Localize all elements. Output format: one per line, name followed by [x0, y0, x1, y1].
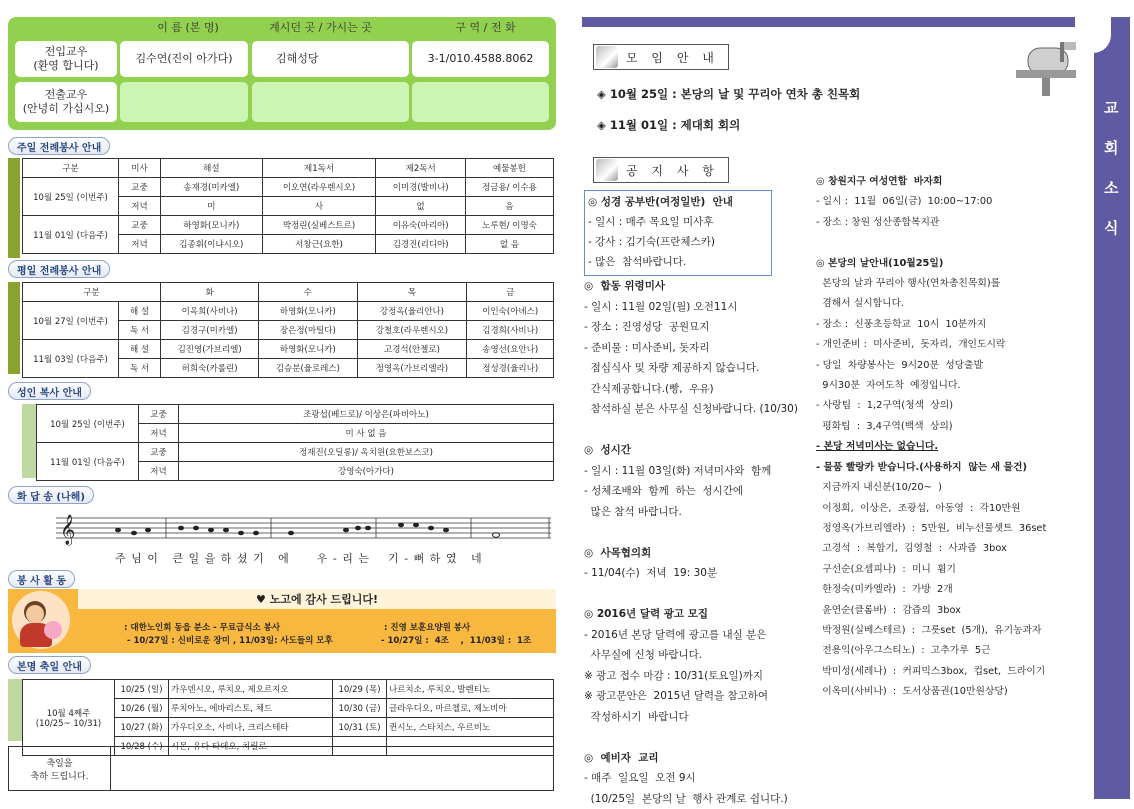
notice-line: 구선순(요셉피나) : 미니 휨기 [816, 560, 1046, 580]
table-cell: 김경구(미카엘) [161, 321, 259, 340]
table-cell: 이미경(발비나) [376, 178, 466, 197]
notice-line: ※ 광고 접수 마감 : 10/31(토요일)까지 [584, 666, 798, 687]
notice-line: 전용익(아우그스티노) : 고추가루 5근 [816, 641, 1046, 661]
table-cell: 정영옥(가브리엘라) [357, 359, 467, 378]
section-bar [8, 282, 20, 374]
date-cell: 10/27 (화) [115, 718, 169, 737]
table-cell: 하영화(모니카) [259, 340, 357, 359]
move-in-place: 김해성당 [252, 41, 409, 77]
mailbox-icon [1008, 40, 1090, 98]
notice-line: - 일시 : 11월 02일(월) 오전11시 [584, 297, 798, 318]
notice-column-1 [584, 276, 798, 809]
notice-column-2 [816, 172, 1046, 703]
table-cell: 퀸시노, 스타치스, 우르비노 [387, 718, 554, 737]
notice-line: 박미성(세레나) : 커피믹스3box, 컵set, 드라이기 [816, 662, 1046, 682]
table-cell: 사 [262, 197, 376, 216]
sunday-section-title: 주일 전례봉사 안내 [8, 137, 110, 155]
notice-line: 많은 참석 바랍니다. [584, 502, 798, 523]
notice-line: - 일시 : 11월 03일(화) 저녁미사와 함께 [584, 461, 798, 482]
col-header: 구분 [23, 159, 119, 178]
table-cell: 조광섭(베드로)/ 이상은(파비아노) [179, 405, 554, 424]
notice-line [816, 233, 1046, 253]
section-bar [8, 158, 20, 258]
table-cell: 박정린(실베스트르) [262, 216, 376, 235]
role-cell: 해 설 [119, 302, 161, 321]
notice-line: 정영옥(가브리엘라) : 5만원, 비누선물셋트 36set [816, 519, 1046, 539]
notice-line: (10/25일 본당의 날 행사 관계로 쉽니다.) [584, 789, 798, 809]
notice-line: ◎ 창원지구 여성연합 바자회 [816, 172, 1046, 192]
notice-line: 참석하실 분은 사무실 신청바랍니다. (10/30) [584, 399, 798, 420]
table-cell: 강철호(라우렌시오) [357, 321, 467, 340]
weekday-table [22, 282, 554, 378]
notice-line: 점심식사 및 차량 제공하지 않습니다. [584, 358, 798, 379]
congrats-cell: 축일을 축하 드립니다. [9, 747, 111, 791]
notice-line: ◎ 2016년 달력 광고 모집 [584, 604, 798, 625]
notice-line: - 준비물 : 미사준비, 돗자리 [584, 338, 798, 359]
mass-cell: 교중 [139, 443, 179, 462]
table-cell: 가우디오소, 사비나, 크리스테타 [169, 718, 333, 737]
role-cell: 해 설 [119, 340, 161, 359]
col-header: 화 [161, 283, 259, 302]
side-bar [1094, 17, 1130, 799]
notice-line: - 매주 일요일 오전 9시 [584, 768, 798, 789]
adult-server-table [36, 404, 554, 481]
feast-day-title: 본명 축일 안내 [8, 656, 91, 674]
mass-cell: 저녁 [139, 424, 179, 443]
thanks-banner: ♥ 노고에 감사 드립니다! [78, 589, 556, 609]
date-cell: 10/31 (토) [333, 718, 387, 737]
notice-line: - 물품 빨랑카 받습니다.(사용하지 않는 새 물건) [816, 458, 1046, 478]
notice-line: - 장소 : 신풍초등학교 10시 10분까지 [816, 315, 1046, 335]
week-cell: 10월 4째주 (10/25~ 10/31) [23, 680, 115, 756]
mass-cell: 저녁 [139, 462, 179, 481]
table-cell: 없 [376, 197, 466, 216]
date-cell: 10/26 (월) [115, 699, 169, 718]
notice-line: ◎ 예비자 교리 [584, 748, 798, 769]
table-cell: 이유숙(마리아) [376, 216, 466, 235]
role-cell: 독 서 [119, 321, 161, 340]
notice-line [584, 727, 798, 748]
volunteer-line-2a: - 10/27일 : 신비로운 장미 , 11/03일: 사도들의 모후 [124, 634, 333, 646]
notice-line: - 성체조배와 함께 하는 성시간에 [584, 481, 798, 502]
date-cell: 10월 25일 (이번주) [37, 405, 139, 443]
notice-line [584, 522, 798, 543]
notice-line: ◎ 사목협의회 [584, 543, 798, 564]
table-cell: 나르치소, 루치오, 발렌티노 [387, 680, 554, 699]
date-cell: 10월 25일 (이번주) [23, 178, 119, 216]
notice-line: 작성하시기 바랍니다 [584, 707, 798, 728]
notice-line: - 일시 : 11월 06일(금) 10:00~17:00 [816, 192, 1046, 212]
table-cell: 가우덴시오, 루치오, 제오르지오 [169, 680, 333, 699]
meeting-title [593, 44, 729, 70]
music-staff [56, 510, 556, 546]
section-bar [22, 404, 36, 478]
col-header: 제1독서 [262, 159, 376, 178]
table-cell: 미 사 없 음 [179, 424, 554, 443]
role-cell: 독 서 [119, 359, 161, 378]
hymn-lyrics: 주 님 이 큰 일 을 하 셨 기 에 우 - 리 는 기 - 뻐 하 였 네 [115, 550, 483, 566]
volunteer-line-1b: : 진영 보훈요양원 봉사 [384, 621, 470, 633]
side-char: 회 [1104, 137, 1119, 158]
table-cell: 김진영(가브리엘) [161, 340, 259, 359]
notice-line: - 일시 : 매주 목요일 미사후 [588, 212, 733, 232]
mass-cell: 저녁 [119, 235, 161, 254]
svg-text:𝄞: 𝄞 [60, 514, 75, 546]
notice-line: 이정희, 이상은, 조광섭, 아동영 : 각10만원 [816, 499, 1046, 519]
notice-line: ◎ 본당의 날안내(10월25일) [816, 254, 1046, 274]
notice-icon [596, 159, 618, 181]
notice-line: 한정숙(미카엘라) : 가방 2개 [816, 580, 1046, 600]
weekday-section-title: 평일 전례봉사 안내 [8, 260, 110, 278]
volunteer-line-2b: - 10/27일 : 4조 , 11/03일 : 1조 [378, 634, 531, 646]
col-header: 미사 [119, 159, 161, 178]
table-cell: 없 음 [465, 235, 553, 254]
notice-line: 박정원(실베스테르) : 그릇set (5개), 유기농과자 [816, 621, 1046, 641]
date-cell: 11월 01일 (다음주) [23, 216, 119, 254]
congrats-table [8, 746, 554, 791]
volunteer-line-1a: : 대한노인회 동읍 분소 - 무료급식소 봉사 [124, 621, 280, 633]
table-cell: 정성경(율리나) [467, 359, 554, 378]
table-cell: 김경진(리디아) [376, 235, 466, 254]
table-cell: 강정옥(율리안나) [357, 302, 467, 321]
table-cell: 노루현/ 이명숙 [465, 216, 553, 235]
section-bar [8, 679, 22, 741]
move-out-place [252, 82, 409, 122]
notice-line: 평화팀 : 3,4구역(백색 상의) [816, 417, 1046, 437]
notice-line: 고경석 : 복합기, 김영철 : 사과즙 3box [816, 539, 1046, 559]
empty-cell [111, 747, 554, 791]
notice-line: - 많은 참석바랍니다. [588, 252, 733, 272]
reg-header-name: 이 름 (본 명) [128, 19, 248, 35]
notice-line: - 당일 차량봉사는 9시20분 성당출발 [816, 356, 1046, 376]
date-cell: 10/30 (금) [333, 699, 387, 718]
mass-cell: 교중 [139, 405, 179, 424]
side-char: 교 [1104, 97, 1119, 118]
notice-line: - 강사 : 김기숙(프란체스카) [588, 232, 733, 252]
table-cell: 정재진(오딜롱)/ 옥치원(요한보스코) [179, 443, 554, 462]
notice-title-text: 공 지 사 항 [626, 162, 719, 179]
table-cell: 장은정(마틸다) [259, 321, 357, 340]
table-cell: 허희숙(카롤린) [161, 359, 259, 378]
notice-line: - 2016년 본당 달력에 광고를 내실 분은 [584, 625, 798, 646]
volunteer-illustration [12, 591, 70, 649]
meeting-item: ◈ 11월 01일 : 제대회 회의 [597, 115, 740, 135]
col-header: 제2독서 [376, 159, 466, 178]
volunteer-box [8, 589, 556, 653]
table-cell: 김경희(사비나) [467, 321, 554, 340]
table-cell: 루치아노, 에바리스토, 체드 [169, 699, 333, 718]
table-cell: 이인숙(아녜스) [467, 302, 554, 321]
table-cell: 하영화(모니카) [259, 302, 357, 321]
notice-line: - 본당 저녁미사는 없습니다. [816, 437, 1046, 457]
notice-line [584, 420, 798, 441]
notice-line [584, 584, 798, 605]
volunteer-title: 봉 사 활 동 [8, 570, 75, 588]
move-out-name [120, 82, 248, 122]
table-cell: 정금용/ 이수용 [465, 178, 553, 197]
notice-line: 지금까지 내신분(10/20~ ) [816, 478, 1046, 498]
table-cell: 김승분(율로레스) [259, 359, 357, 378]
date-cell: 11월 03일 (다음주) [23, 340, 119, 378]
meeting-icon [596, 46, 618, 68]
notice-line: - 장소 : 진영성당 공원묘지 [584, 317, 798, 338]
notice-line: - 사랑팀 : 1,2구역(청색 상의) [816, 396, 1046, 416]
table-cell: 강영숙(아가다) [179, 462, 554, 481]
date-cell: 10/25 (일) [115, 680, 169, 699]
table-cell: 음 [465, 197, 553, 216]
notice-line: 사무실에 신청 바랍니다. [584, 645, 798, 666]
table-cell: 미 [161, 197, 263, 216]
notice-line: ◎ 합동 위령미사 [584, 276, 798, 297]
notice-line: 겸해서 실시합니다. [816, 294, 1046, 314]
move-in-name: 김수연(진이 아가다) [120, 41, 248, 77]
notice-line: 간식제공합니다.(빵, 우유) [584, 379, 798, 400]
notice-line: - 11/04(수) 저녁 19: 30분 [584, 563, 798, 584]
side-char: 식 [1104, 217, 1119, 238]
mass-cell: 저녁 [119, 197, 161, 216]
notice-line: ※ 광고문안은 2015년 달력을 참고하여 [584, 686, 798, 707]
date-cell: 10/29 (목) [333, 680, 387, 699]
adult-server-title: 성인 복사 안내 [8, 382, 91, 400]
side-char: 소 [1104, 177, 1119, 198]
notice-line: ◎ 성시간 [584, 440, 798, 461]
table-cell: 글라우디오, 마르첼로, 제노비아 [387, 699, 554, 718]
table-cell: 서창근(요한) [262, 235, 376, 254]
meeting-item: ◈ 10월 25일 : 본당의 날 및 꾸리아 연차 총 친목회 [597, 84, 860, 104]
table-cell: 하영화(모니카) [161, 216, 263, 235]
notice-line: 9시30분 자여도착 예정입니다. [816, 376, 1046, 396]
move-out-area [412, 82, 549, 122]
top-bar [582, 17, 1094, 27]
notice-line: 본당의 날과 꾸리아 행사(연차총친목회)를 [816, 274, 1046, 294]
table-cell: 이오연(라우렌시오) [262, 178, 376, 197]
notice-line: - 장소 : 창원 성산종합복지관 [816, 213, 1046, 233]
hymn-title: 화 답 송 (나해) [8, 486, 94, 504]
col-header: 구분 [23, 283, 161, 302]
move-out-label: 전출교우 (안녕히 가십시오) [15, 82, 117, 122]
sunday-table [22, 158, 554, 254]
col-header: 금 [467, 283, 554, 302]
meeting-title-text: 모 임 안 내 [626, 49, 719, 66]
reg-header-area: 구 역 / 전 화 [418, 19, 553, 35]
mass-cell: 교중 [119, 216, 161, 235]
notice-line: ◎ 성경 공부반(여정일반) 안내 [588, 192, 733, 212]
col-header: 수 [259, 283, 357, 302]
mass-cell: 교중 [119, 178, 161, 197]
notice-line: 윤연순(클롬바) : 감즙의 3box [816, 601, 1046, 621]
move-in-label: 전입교우 (환영 합니다) [15, 41, 117, 77]
registration-box [8, 17, 556, 130]
date-cell: 10월 27일 (이번주) [23, 302, 119, 340]
col-header: 목 [357, 283, 467, 302]
table-cell: 송재경(미카엘) [161, 178, 263, 197]
table-cell: 시몬, 유다 타데오, 치릴로 [169, 737, 333, 756]
bible-study-text [588, 192, 733, 272]
move-in-area: 3-1/010.4588.8062 [412, 41, 549, 77]
table-cell: 송영선(요안나) [467, 340, 554, 359]
reg-header-place: 계시던 곳 / 가시는 곳 [253, 19, 388, 35]
table-cell: 이옥희(사비나) [161, 302, 259, 321]
feast-table [22, 679, 554, 756]
notice-line: 이옥미(사비나) : 도서상품권(10만원상당) [816, 682, 1046, 702]
notice-line: - 개인준비 : 미사준비, 돗자리, 개인도시락 [816, 335, 1046, 355]
col-header: 해설 [161, 159, 263, 178]
table-cell: 김종휘(이냐시오) [161, 235, 263, 254]
table-cell: 고경석(안젤로) [357, 340, 467, 359]
date-cell: 10/28 (수) [115, 737, 169, 756]
notice-title [593, 157, 729, 183]
col-header: 예물봉헌 [465, 159, 553, 178]
date-cell: 11월 01일 (다음주) [37, 443, 139, 481]
